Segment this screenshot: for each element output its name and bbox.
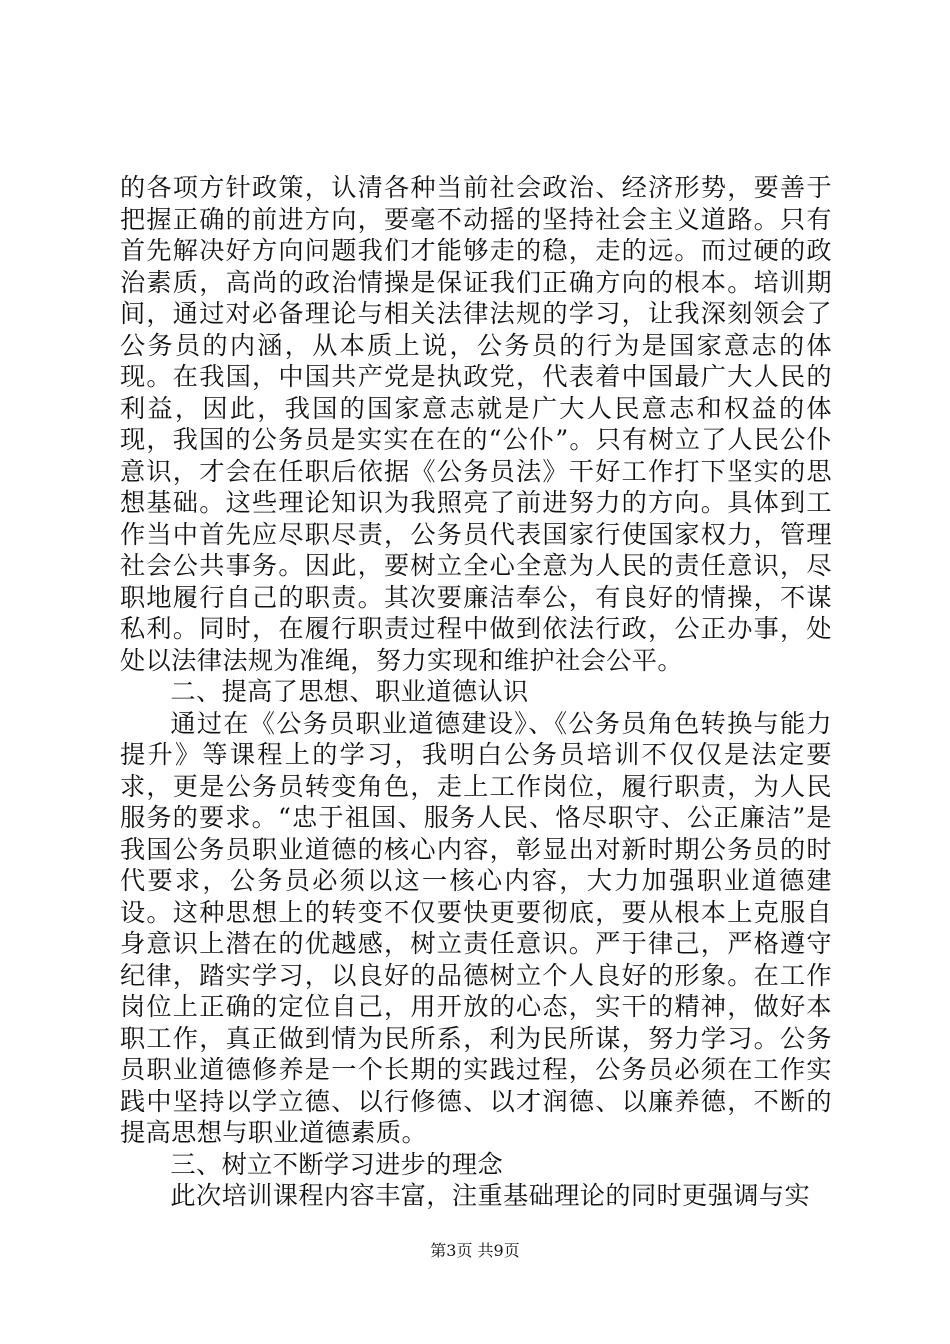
section-heading-3: 三、树立不断学习进步的理念 xyxy=(170,1149,504,1179)
document-body xyxy=(120,172,832,1212)
page-footer: 第3页 共9页 xyxy=(430,1241,520,1260)
paragraph-2: 通过在《公务员职业道德建设》、《公务员角色转换与能力提升》等课程上的学习，我明白公务员培训不仅仅是法定要求，更是公务员转变角色，走上工作岗位，履行职责，为人民服务的要求。“忠于祖国、服务人民、恪尽职守、公正廉洁”是我国公务员职业道德的核心内容，彰显出对新时期公务员的时代要求，公务员必须以这一核心内容，大力加强职业道德建设。这种思想上的转变不仅要快更要彻底，要从根本上克服自身意识上潜在的优越感，树立责任意识。严于律己，严格遵守纪律，踏实学习，以良好的品德树立个人良好的形象。在工作岗位上正确的定位自己，用开放的心态，实干的精神，做好本职工作，真正做到情为民所系，利为民所谋，努力学习。公务员职业道德修养是一个长期的实践过程，公务员必须在工作实践中坚持以学立德、以行修德、以才润德、以廉养德，不断的提高思想与职业道德素质。 xyxy=(120,708,832,1147)
paragraph-1: 的各项方针政策，认清各种当前社会政治、经济形势，要善于把握正确的前进方向，要毫不动摇的坚持社会主义道路。只有首先解决好方向问题我们才能够走的稳，走的远。而过硬的政治素质，高尚的政治情操是保证我们正确方向的根本。培训期间，通过对必备理论与相关法律法规的学习，让我深刻领会了公务员的内涵，从本质上说，公务员的行为是国家意志的体现。在我国，中国共产党是执政党，代表着中国最广大人民的利益，因此，我国的国家意志就是广大人民意志和权益的体现，我国的公务员是实实在在的“公仆”。只有树立了人民公仆意识，才会在任职后依据《公务员法》干好工作打下坚实的思想基础。这些理论知识为我照亮了前进努力的方向。具体到工作当中首先应尽职尽责，公务员代表国家行使国家权力，管理社会公共事务。因此，要树立全心全意为人民的责任意识，尽职地履行自己的职责。其次要廉洁奉公，有良好的情操，不谋私利。同时，在履行职责过程中做到依法行政，公正办事，处处以法律法规为准绳，努力实现和维护社会公平。 xyxy=(120,173,832,675)
paragraph-3: 此次培训课程内容丰富，注重基础理论的同时更强调与实 xyxy=(170,1181,811,1210)
section-heading-2: 二、提高了思想、职业道德认识 xyxy=(170,677,529,706)
